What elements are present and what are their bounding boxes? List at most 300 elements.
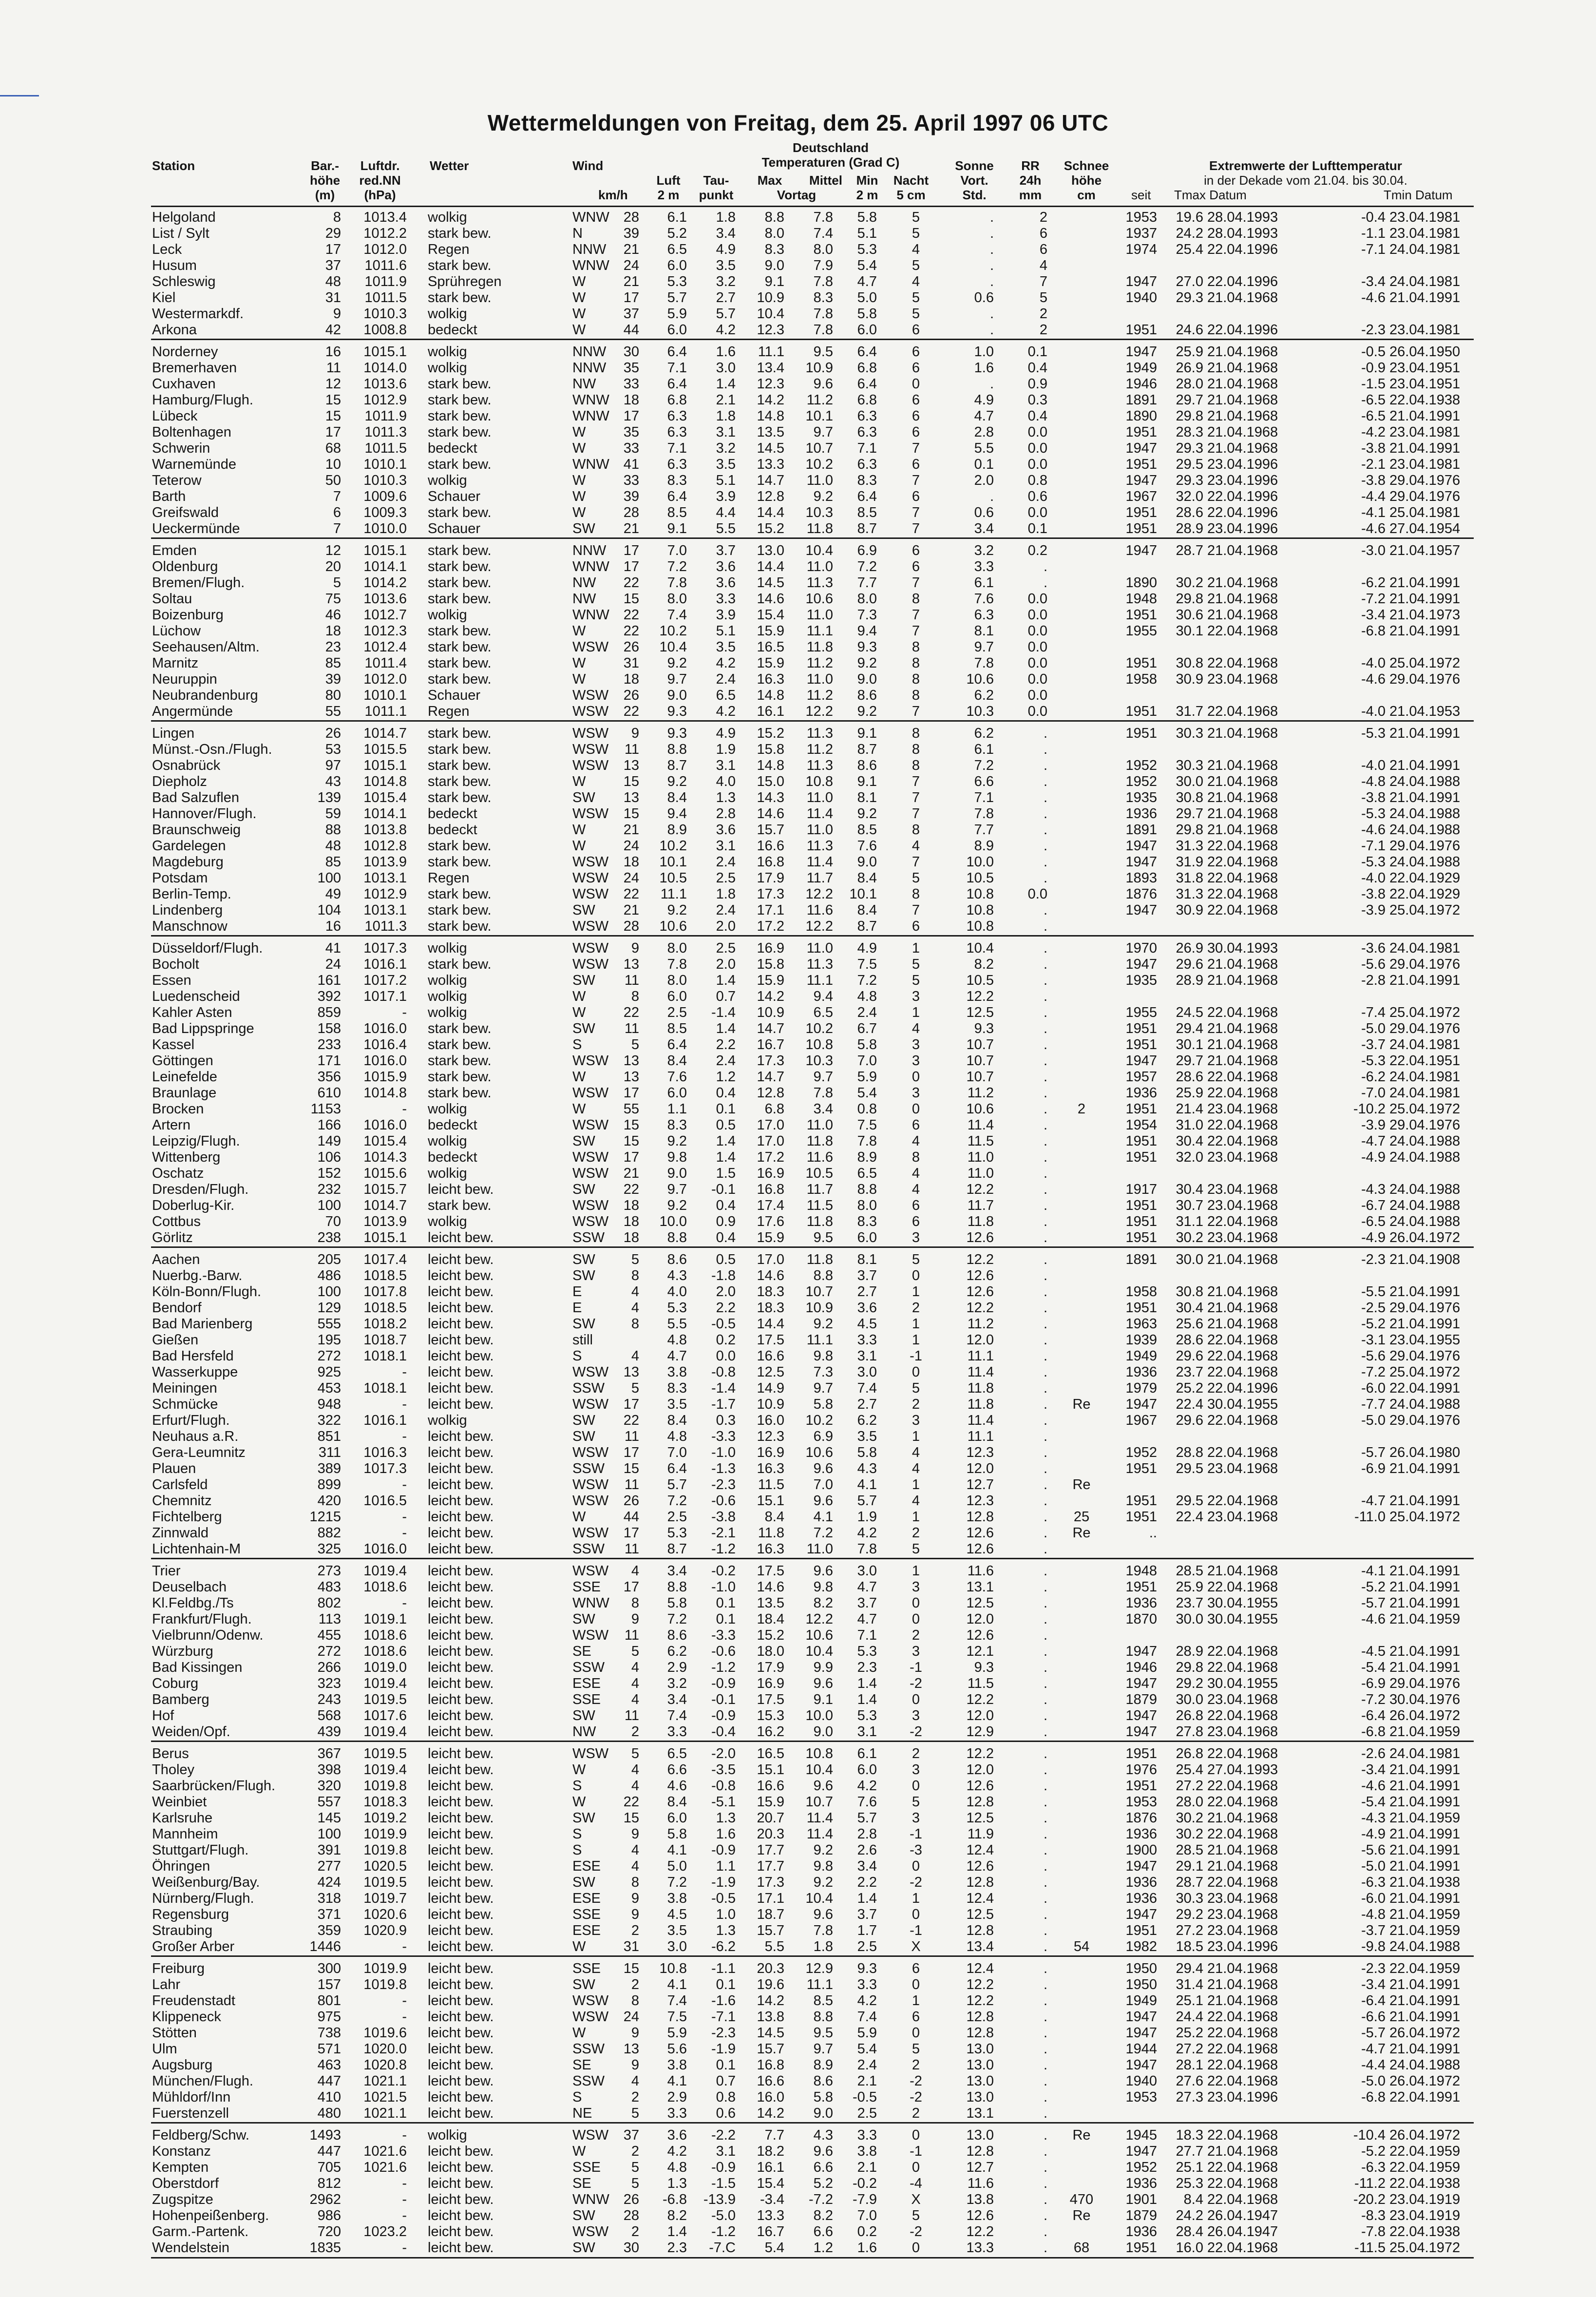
cell-sonne: 12.2 (966, 1977, 994, 1992)
cell-wetter: leicht bew. (428, 2089, 494, 2105)
cell-tmax: 30.1 (1176, 1037, 1203, 1053)
cell-luftdruck: 1014.1 (363, 806, 407, 822)
cell-max: 13.3 (757, 2208, 784, 2223)
cell-taupunkt: 1.9 (716, 742, 736, 757)
cell-sonne: 10.6 (966, 1101, 994, 1117)
cell-rr: . (1043, 742, 1047, 757)
cell-tmax-datum: 23.04.1968 (1207, 1692, 1278, 1707)
cell-luftdruck: 1016.1 (363, 957, 407, 972)
cell-tmax: 30.7 (1176, 1198, 1203, 1213)
cell-luft: 6.4 (667, 1461, 687, 1476)
station-row (0, 2089, 1596, 2106)
cell-station: Norderney (152, 344, 218, 360)
cell-wind-richtung: WNW (572, 2192, 609, 2207)
cell-barhoehe: 145 (317, 1810, 341, 1826)
cell-wind-richtung: W (572, 489, 586, 504)
cell-seit: 1957 (1125, 1069, 1157, 1085)
cell-min: 8.1 (857, 1252, 877, 1267)
cell-rr: . (1043, 1069, 1047, 1085)
cell-station: Regensburg (152, 1907, 229, 1922)
cell-mittel: 1.2 (813, 2240, 833, 2256)
cell-max: 14.4 (757, 1316, 784, 1332)
cell-taupunkt: -1.7 (711, 1397, 736, 1412)
cell-taupunkt: 3.1 (716, 2144, 736, 2159)
cell-station: Husum (152, 258, 197, 273)
cell-min: 2.1 (857, 2073, 877, 2089)
cell-tmin-datum: 25.04.1972 (1389, 1509, 1461, 1525)
cell-luftdruck: 1018.1 (363, 1348, 407, 1364)
cell-taupunkt: 4.4 (716, 505, 736, 520)
cell-tmax-datum: 21.04.1968 (1207, 1252, 1278, 1267)
cell-tmax: 32.0 (1176, 1149, 1203, 1165)
cell-mittel: 12.2 (805, 886, 833, 902)
station-row (0, 1541, 1596, 1557)
cell-tmax: 28.7 (1176, 543, 1203, 558)
cell-schnee: Re (1072, 1525, 1091, 1541)
cell-tmax: 30.8 (1176, 1284, 1203, 1300)
cell-tmax-datum: 21.04.1968 (1207, 758, 1278, 773)
cell-barhoehe: 272 (317, 1348, 341, 1364)
cell-barhoehe: 31 (325, 290, 341, 306)
cell-min: 6.0 (857, 322, 877, 338)
cell-min: 2.7 (857, 1284, 877, 1300)
cell-nacht: 0 (912, 376, 920, 392)
cell-tmax: 28.6 (1176, 1069, 1203, 1085)
cell-wetter: wolkig (428, 1005, 467, 1020)
cell-rr: 0.0 (1027, 607, 1047, 623)
cell-wind-kmh: 41 (623, 457, 639, 472)
cell-luft: 9.2 (667, 902, 687, 918)
cell-barhoehe: 300 (317, 1961, 341, 1976)
cell-min: 6.8 (857, 360, 877, 376)
cell-station: Cottbus (152, 1214, 201, 1229)
cell-rr: . (1043, 1300, 1047, 1316)
station-row (0, 408, 1596, 424)
station-row (0, 2106, 1596, 2122)
cell-nacht: 5 (912, 2208, 920, 2223)
cell-luft: 8.7 (667, 758, 687, 773)
cell-barhoehe: 975 (317, 2009, 341, 2025)
header-wetter: Wetter (430, 158, 469, 173)
cell-station: München/Flugh. (152, 2073, 253, 2089)
cell-tmax: 28.3 (1176, 424, 1203, 440)
cell-barhoehe: 882 (317, 1525, 341, 1541)
cell-min: 5.0 (857, 290, 877, 306)
cell-tmin: -4.4 (1361, 489, 1386, 504)
cell-luftdruck: 1010.1 (363, 457, 407, 472)
cell-wind-kmh: 4 (631, 1660, 639, 1675)
cell-tmax: 27.6 (1176, 2073, 1203, 2089)
cell-tmax-datum: 22.04.1996 (1207, 1380, 1278, 1396)
cell-max: 14.6 (757, 1268, 784, 1283)
cell-taupunkt: 4.9 (716, 726, 736, 741)
cell-luftdruck: - (402, 1595, 407, 1611)
cell-mittel: 10.2 (805, 1413, 833, 1428)
cell-luft: 5.9 (667, 306, 687, 322)
cell-seit: 1947 (1125, 2025, 1157, 2041)
cell-max: 15.9 (757, 1794, 784, 1810)
station-row (0, 1875, 1596, 1891)
cell-luft: 3.6 (667, 2127, 687, 2143)
cell-wind-richtung: WSW (572, 957, 609, 972)
station-row (0, 1085, 1596, 1101)
cell-tmax: 25.2 (1176, 2025, 1203, 2041)
cell-min: 6.9 (857, 543, 877, 558)
cell-rr: 0.6 (1027, 489, 1047, 504)
cell-seit: 1951 (1125, 457, 1157, 472)
cell-seit: 1951 (1125, 1493, 1157, 1509)
cell-mittel: 11.8 (806, 639, 833, 655)
cell-barhoehe: 392 (317, 989, 341, 1004)
cell-wetter: leicht bew. (428, 1676, 494, 1691)
header-luftdruck-1: Luftdr. (360, 158, 400, 173)
cell-min: 3.4 (857, 1858, 877, 1874)
cell-max: 11.5 (758, 1477, 784, 1493)
cell-rr: . (1043, 1461, 1047, 1476)
cell-tmax-datum: 22.04.1968 (1207, 1794, 1278, 1810)
cell-taupunkt: 2.0 (716, 1284, 736, 1300)
cell-wind-richtung: NNW (572, 360, 607, 376)
cell-min: 8.5 (857, 822, 877, 838)
station-row (0, 742, 1596, 758)
cell-nacht: 0 (912, 2025, 920, 2041)
cell-wetter: leicht bew. (428, 2057, 494, 2073)
cell-luft: 3.8 (667, 1891, 687, 1906)
cell-sonne: 13.4 (966, 1939, 994, 1954)
cell-wetter: leicht bew. (428, 1445, 494, 1460)
cell-luftdruck: 1012.2 (363, 226, 407, 241)
cell-barhoehe: 5 (333, 575, 341, 591)
cell-tmin: -3.9 (1361, 902, 1386, 918)
cell-seit: 1876 (1125, 1810, 1157, 1826)
cell-luftdruck: 1016.0 (363, 1541, 407, 1557)
station-row (0, 1746, 1596, 1762)
cell-tmin-datum: 24.04.1988 (1389, 1182, 1461, 1197)
cell-barhoehe: 802 (317, 1595, 341, 1611)
cell-luftdruck: 1012.9 (363, 886, 407, 902)
cell-mittel: 7.2 (813, 1525, 833, 1541)
cell-station: Soltau (152, 591, 192, 607)
cell-station: Nuerbg.-Barw. (152, 1268, 243, 1283)
cell-seit: 1890 (1125, 408, 1157, 424)
cell-luft: 6.2 (667, 1644, 687, 1659)
cell-min: 8.3 (857, 1214, 877, 1229)
cell-tmax: 28.5 (1176, 1842, 1203, 1858)
cell-tmin: -4.3 (1361, 1810, 1386, 1826)
cell-schnee: Re (1072, 2208, 1091, 2223)
cell-luftdruck: 1019.8 (363, 1778, 407, 1794)
cell-wetter: wolkig (428, 1413, 467, 1428)
cell-nacht: -1 (910, 1826, 922, 1842)
cell-nacht: 4 (912, 242, 920, 257)
cell-tmax: 28.9 (1176, 973, 1203, 988)
cell-barhoehe: 12 (325, 543, 341, 558)
cell-rr: . (1043, 774, 1047, 789)
cell-nacht: 8 (912, 726, 920, 741)
cell-wind-kmh: 39 (623, 489, 639, 504)
cell-rr: . (1043, 1085, 1047, 1101)
cell-taupunkt: 0.1 (716, 1977, 736, 1992)
cell-seit: 1967 (1125, 489, 1157, 504)
cell-nacht: 5 (912, 870, 920, 886)
cell-barhoehe: 100 (317, 1198, 341, 1213)
cell-nacht: -4 (910, 2176, 922, 2191)
station-row (0, 2073, 1596, 2089)
cell-tmin-datum: 24.04.1988 (1389, 1133, 1461, 1149)
cell-tmax-datum: 22.04.1968 (1207, 1826, 1278, 1842)
cell-tmax-datum: 22.04.1968 (1207, 1778, 1278, 1794)
cell-tmin: -4.8 (1361, 774, 1386, 789)
cell-wind-kmh: 21 (623, 902, 639, 918)
cell-luft: 11.1 (660, 886, 687, 902)
cell-station: Oberstdorf (152, 2176, 219, 2191)
station-row (0, 1332, 1596, 1348)
cell-wind-richtung: WNW (572, 392, 609, 408)
cell-tmin-datum: 24.04.1981 (1389, 1746, 1461, 1761)
cell-nacht: 2 (912, 1397, 920, 1412)
cell-barhoehe: 15 (325, 392, 341, 408)
cell-wetter: leicht bew. (428, 1348, 494, 1364)
cell-wind-richtung: WNW (572, 607, 609, 623)
cell-max: 17.1 (757, 1891, 784, 1906)
cell-seit: 1951 (1125, 704, 1157, 719)
cell-tmax-datum: 21.04.1968 (1207, 290, 1278, 306)
cell-wind-kmh: 5 (631, 1746, 639, 1761)
cell-taupunkt: 0.9 (716, 1214, 736, 1229)
cell-wind-richtung: W (572, 306, 586, 322)
cell-seit: 1893 (1125, 870, 1157, 886)
cell-max: 17.7 (757, 1842, 784, 1858)
cell-rr: 5 (1039, 290, 1047, 306)
cell-tmin: -5.6 (1361, 957, 1386, 972)
cell-nacht: 4 (912, 1182, 920, 1197)
cell-station: Lindenberg (152, 902, 223, 918)
header-seit: seit (1131, 188, 1151, 202)
cell-station: Mühldorf/Inn (152, 2089, 231, 2105)
cell-wind-richtung: WNW (572, 210, 609, 225)
cell-luft: 6.0 (667, 322, 687, 338)
cell-tmax-datum: 21.04.1968 (1207, 1842, 1278, 1858)
cell-max: 14.4 (757, 559, 784, 574)
cell-max: 20.7 (757, 1810, 784, 1826)
cell-mittel: 10.8 (805, 1746, 833, 1761)
cell-tmax: 29.8 (1176, 408, 1203, 424)
cell-min: 2.7 (857, 1397, 877, 1412)
cell-mittel: 9.4 (813, 989, 833, 1004)
cell-sonne: 11.1 (967, 1348, 994, 1364)
cell-min: 3.8 (857, 2144, 877, 2159)
cell-tmax-datum: 22.04.1968 (1207, 1493, 1278, 1509)
cell-taupunkt: 1.4 (716, 1149, 736, 1165)
cell-luftdruck: 1016.1 (363, 1413, 407, 1428)
cell-wind-kmh: 9 (631, 940, 639, 956)
cell-barhoehe: 85 (325, 655, 341, 671)
cell-seit: 1917 (1125, 1182, 1157, 1197)
cell-luftdruck: 1016.0 (363, 1053, 407, 1069)
cell-rr: . (1043, 870, 1047, 886)
cell-tmin: -10.4 (1353, 2127, 1386, 2143)
cell-nacht: 7 (912, 505, 920, 520)
station-row (0, 1627, 1596, 1644)
station-row (0, 306, 1596, 322)
cell-seit: 1891 (1125, 1252, 1157, 1267)
cell-min: 6.4 (857, 344, 877, 360)
cell-luftdruck: 1019.4 (363, 1724, 407, 1740)
cell-nacht: 4 (912, 1133, 920, 1149)
cell-wetter: leicht bew. (428, 2041, 494, 2057)
cell-station: Chemnitz (152, 1493, 212, 1509)
cell-rr: 0.4 (1027, 360, 1047, 376)
cell-luftdruck: - (402, 1939, 407, 1954)
cell-barhoehe: 80 (325, 688, 341, 703)
cell-rr: . (1043, 1692, 1047, 1707)
cell-sonne: 12.4 (966, 1842, 994, 1858)
cell-rr: 0.0 (1027, 688, 1047, 703)
cell-wetter: leicht bew. (428, 1579, 494, 1595)
header-wind-unit: km/h (598, 188, 628, 202)
cell-rr: . (1043, 1380, 1047, 1396)
cell-taupunkt: -1.0 (711, 1445, 736, 1460)
cell-wind-kmh: 13 (623, 2041, 639, 2057)
cell-wind-kmh: 4 (631, 1762, 639, 1778)
cell-luft: 6.0 (667, 1810, 687, 1826)
cell-barhoehe: 453 (317, 1380, 341, 1396)
cell-min: 1.4 (857, 1891, 877, 1906)
cell-tmin: -2.6 (1361, 1746, 1386, 1761)
cell-seit: 1947 (1125, 2009, 1157, 2025)
cell-station: Leck (152, 242, 182, 257)
cell-wind-richtung: WSW (572, 639, 609, 655)
cell-wind-richtung: WNW (572, 559, 609, 574)
cell-min: 1.4 (857, 1692, 877, 1707)
cell-seit: 1947 (1125, 838, 1157, 854)
cell-taupunkt: 3.1 (716, 838, 736, 854)
cell-wetter: wolkig (428, 473, 467, 488)
cell-wind-kmh: 21 (623, 1166, 639, 1181)
cell-tmin-datum: 29.04.1976 (1389, 1117, 1461, 1133)
cell-seit: 1879 (1125, 1692, 1157, 1707)
cell-sonne: 6.1 (974, 742, 994, 757)
station-row (0, 2025, 1596, 2041)
cell-min: 6.7 (857, 1021, 877, 1036)
cell-tmin: -6.0 (1361, 1380, 1386, 1396)
cell-mittel: 10.6 (805, 1445, 833, 1460)
cell-luft: 5.3 (667, 1525, 687, 1541)
cell-station: Kiel (152, 290, 176, 306)
cell-tmin-datum: 24.04.1988 (1389, 774, 1461, 789)
cell-wetter: Regen (428, 704, 470, 719)
cell-wetter: stark bew. (428, 408, 492, 424)
cell-nacht: 5 (912, 290, 920, 306)
cell-barhoehe: 859 (317, 1005, 341, 1020)
cell-tmax: 22.4 (1176, 1397, 1203, 1412)
group-separator (151, 1741, 1474, 1742)
cell-tmin: -6.4 (1361, 1993, 1386, 2009)
cell-seit: 1879 (1125, 2208, 1157, 2223)
station-row (0, 1778, 1596, 1794)
cell-mittel: 10.0 (805, 1708, 833, 1723)
cell-tmin-datum: 21.04.1991 (1389, 790, 1461, 805)
cell-station: Doberlug-Kir. (152, 1198, 235, 1213)
cell-wetter: bedeckt (428, 322, 477, 338)
cell-wind-kmh: 11 (624, 1627, 639, 1643)
cell-tmin: -2.8 (1361, 973, 1386, 988)
cell-schnee: Re (1072, 1477, 1091, 1493)
cell-wind-richtung: ESE (572, 1858, 601, 1874)
cell-tmin-datum: 29.04.1976 (1389, 838, 1461, 854)
cell-rr: . (1043, 1923, 1047, 1938)
cell-wetter: bedeckt (428, 822, 477, 838)
cell-tmin-datum: 25.04.1972 (1389, 1005, 1461, 1020)
cell-seit: 1944 (1125, 2041, 1157, 2057)
cell-seit: 1947 (1125, 1644, 1157, 1659)
cell-luft: 10.8 (659, 1961, 687, 1976)
cell-taupunkt: -13.9 (703, 2192, 736, 2207)
cell-tmax-datum: 23.04.1968 (1207, 1182, 1278, 1197)
table-bottom-rule (151, 2257, 1474, 2259)
cell-mittel: 11.6 (806, 1149, 833, 1165)
cell-tmax-datum: 30.04.1955 (1207, 1676, 1278, 1691)
cell-barhoehe: 50 (325, 473, 341, 488)
cell-tmin-datum: 25.04.1972 (1389, 902, 1461, 918)
cell-mittel: -7.2 (809, 2192, 833, 2207)
cell-wind-richtung: WSW (572, 704, 609, 719)
cell-mittel: 10.2 (805, 1021, 833, 1036)
cell-max: 10.9 (757, 1005, 784, 1020)
station-row (0, 1493, 1596, 1509)
cell-max: 19.6 (757, 1977, 784, 1992)
station-row (0, 1810, 1596, 1826)
cell-tmax: 22.4 (1176, 1509, 1203, 1525)
station-row (0, 1660, 1596, 1676)
cell-sonne: 0.6 (974, 505, 994, 520)
cell-max: 16.7 (757, 2224, 784, 2240)
cell-station: Emden (152, 543, 197, 558)
cell-station: Leipzig/Flugh. (152, 1133, 240, 1149)
cell-seit: 1948 (1125, 591, 1157, 607)
cell-min: 7.4 (857, 2009, 877, 2025)
cell-tmin-datum: 24.04.1988 (1389, 822, 1461, 838)
cell-station: Berus (152, 1746, 189, 1761)
cell-wetter: stark bew. (428, 392, 492, 408)
cell-sonne: 10.7 (966, 1037, 994, 1053)
cell-wind-kmh: 33 (623, 440, 639, 456)
cell-station: Ulm (152, 2041, 177, 2057)
station-row (0, 940, 1596, 957)
cell-tmax: 31.0 (1176, 1117, 1203, 1133)
cell-sonne: . (989, 376, 994, 392)
header-sonne-2: Vort. (960, 173, 988, 188)
station-row (0, 1977, 1596, 1993)
cell-rr: 0.0 (1027, 440, 1047, 456)
cell-barhoehe: 232 (317, 1182, 341, 1197)
cell-station: Brocken (152, 1101, 204, 1117)
cell-min: 3.7 (857, 1268, 877, 1283)
cell-min: 5.7 (857, 1810, 877, 1826)
cell-mittel: 8.5 (813, 1993, 833, 2009)
cell-tmax-datum: 23.04.1968 (1207, 1230, 1278, 1245)
cell-luft: 10.5 (659, 870, 687, 886)
cell-max: 15.3 (757, 1708, 784, 1723)
cell-tmax-datum: 30.04.1993 (1207, 940, 1278, 956)
header-rr-1: RR (1021, 158, 1040, 173)
cell-wetter: leicht bew. (428, 1939, 494, 1954)
cell-barhoehe: 1153 (310, 1101, 341, 1117)
cell-station: Bad Hersfeld (152, 1348, 234, 1364)
station-row (0, 838, 1596, 854)
cell-barhoehe: 42 (325, 322, 341, 338)
station-row (0, 290, 1596, 306)
